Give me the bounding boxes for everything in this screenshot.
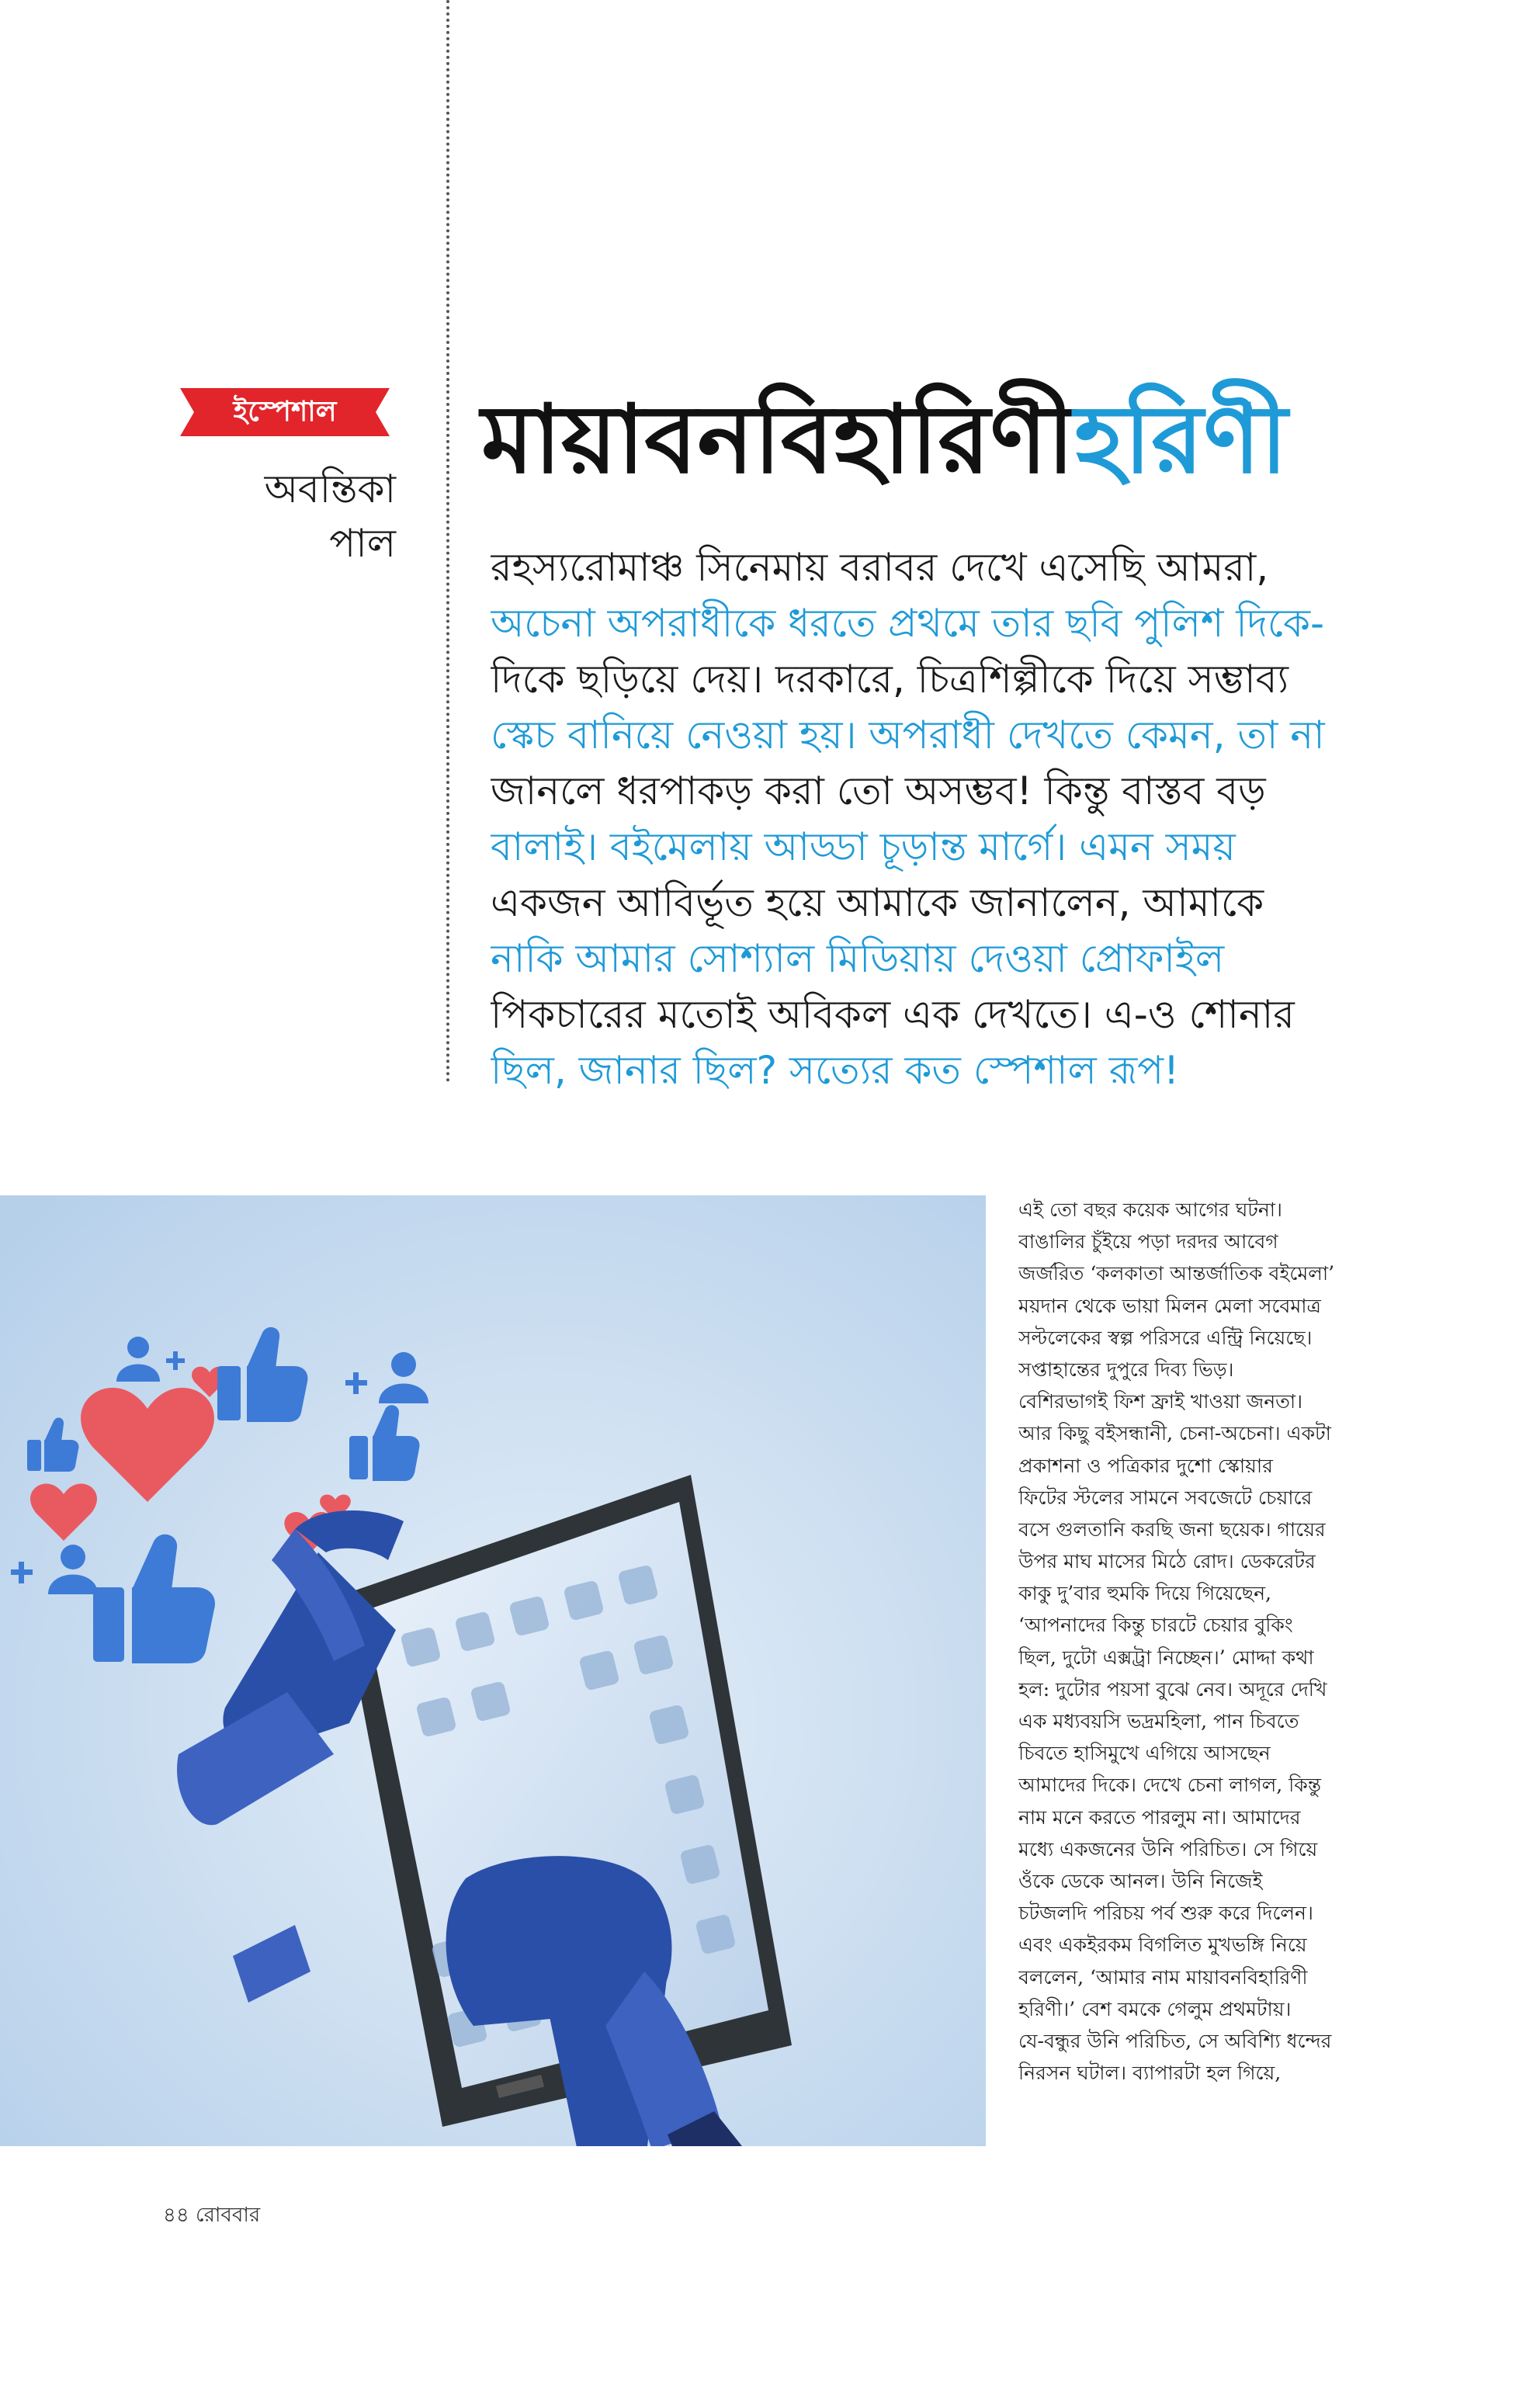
article-body-column bbox=[1018, 1194, 1515, 2089]
body-line: সল্টলেকের স্বল্প পরিসরে এন্ট্রি নিয়েছে। bbox=[1018, 1326, 1313, 1349]
body-line: চিবতে হাসিমুখে এগিয়ে আসছেন bbox=[1018, 1742, 1271, 1765]
intro-line: স্কেচ বানিয়ে নেওয়া হয়। অপরাধী দেখতে কেমন, তা না bbox=[491, 713, 1325, 758]
intro-line: দিকে ছড়িয়ে দেয়। দরকারে, চিত্রশিল্পীকে দিয়ে সম্ভাব্য bbox=[491, 657, 1289, 702]
intro-line: নাকি আমার সোশ্যাল মিডিয়ায় দেওয়া প্রোফাইল bbox=[491, 936, 1225, 981]
illustration-artwork bbox=[0, 1195, 986, 2146]
body-line: নিরসন ঘটাল। ব্যাপারটা হল গিয়ে, bbox=[1018, 2062, 1282, 2085]
intro-line: জানলে ধরপাকড় করা তো অসম্ভব! কিন্তু বাস্তব বড় bbox=[491, 768, 1266, 813]
section-tag bbox=[180, 388, 390, 436]
body-line: এক মধ্যবয়সি ভদ্রমহিলা, পান চিবতে bbox=[1018, 1710, 1299, 1732]
intro-line: পিকচারের মতোই অবিকল এক দেখতে। এ-ও শোনার bbox=[491, 992, 1295, 1037]
body-line: নাম মনে করতে পারলুম না। আমাদের bbox=[1018, 1805, 1301, 1829]
body-line: এই তো বছর কয়েক আগের ঘটনা। bbox=[1018, 1198, 1282, 1221]
intro-standfirst bbox=[491, 539, 1507, 1098]
tag-label: ইস্পেশাল bbox=[233, 396, 337, 428]
intro-line: বালাই। বইমেলায় আড্ডা চূড়ান্ত মার্গে। এমন সময় bbox=[491, 824, 1236, 869]
body-line: সপ্তাহান্তের দুপুরে দিব্য ভিড়। bbox=[1018, 1358, 1234, 1381]
article-title bbox=[481, 365, 1514, 512]
intro-line: ছিল, জানার ছিল? সত্যের কত স্পেশাল রূপ! bbox=[491, 1048, 1180, 1093]
body-line: বেশিরভাগই ফিশ ফ্রাই খাওয়া জনতা। bbox=[1018, 1390, 1303, 1413]
body-line: ওঁকে ডেকে আনল। উনি নিজেই bbox=[1018, 1869, 1263, 1892]
social-media-illustration bbox=[0, 1195, 986, 2146]
title-part-accent: হরিণী bbox=[1074, 383, 1288, 494]
body-line: ছিল, দুটো এক্সট্রা নিচ্ছেন।’ মোদ্দা কথা bbox=[1018, 1646, 1314, 1669]
body-line: বাঙালির চুঁইয়ে পড়া দরদর আবেগ bbox=[1018, 1230, 1278, 1254]
page-number: ৪৪ bbox=[163, 2204, 189, 2227]
body-line: উপর মাঘ মাসের মিঠে রোদ। ডেকরেটর bbox=[1018, 1550, 1316, 1573]
body-line: আমাদের দিকে। দেখে চেনা লাগল, কিন্তু bbox=[1018, 1774, 1321, 1797]
body-line: হরিণী।’ বেশ বমকে গেলুম প্রথমটায়। bbox=[1018, 1997, 1292, 2020]
body-line: ‘আপনাদের কিন্তু চারটে চেয়ার বুকিং bbox=[1018, 1614, 1293, 1637]
body-line: হল: দুটোর পয়সা বুঝে নেব। অদূরে দেখি bbox=[1018, 1677, 1327, 1701]
body-line: ফিটের স্টলের সামনে সবজেটে চেয়ারে bbox=[1018, 1486, 1313, 1509]
body-line: প্রকাশনা ও পত্রিকার দুশো স্কোয়ার bbox=[1018, 1454, 1273, 1477]
body-line: আর কিছু বইসন্ধানী, চেনা-অচেনা। একটা bbox=[1018, 1422, 1331, 1445]
author-first-name: অবন্তিকা bbox=[264, 466, 396, 512]
body-line: বললেন, ‘আমার নাম মায়াবনবিহারিণী bbox=[1018, 1965, 1308, 1989]
author-byline bbox=[163, 462, 396, 571]
body-line: চটজলদি পরিচয় পর্ব শুরু করে দিলেন। bbox=[1018, 1902, 1313, 1925]
body-line: এবং একইরকম বিগলিত মুখভঙ্গি নিয়ে bbox=[1018, 1933, 1307, 1957]
intro-line: একজন আবির্ভূত হয়ে আমাকে জানালেন, আমাকে bbox=[491, 880, 1264, 925]
author-last-name: পাল bbox=[329, 521, 396, 566]
body-line: কাকু দু’বার হুমকি দিয়ে গিয়েছেন, bbox=[1018, 1582, 1271, 1605]
body-line: বসে গুলতানি করছি জনা ছয়েক। গায়ের bbox=[1018, 1517, 1326, 1541]
magazine-name: রোববার bbox=[196, 2204, 261, 2227]
body-line: যে-বন্ধুর উনি পরিচিত, সে অবিশ্যি ধন্দের bbox=[1018, 2029, 1332, 2052]
intro-line: অচেনা অপরাধীকে ধরতে প্রথমে তার ছবি পুলিশ দিকে- bbox=[491, 601, 1325, 646]
body-line: জর্জরিত ‘কলকাতা আন্তর্জাতিক বইমেলা’ bbox=[1018, 1262, 1335, 1285]
column-divider-dotted bbox=[446, 0, 449, 1083]
title-part-dark: মায়াবনবিহারিণী bbox=[481, 383, 1075, 494]
body-line: ময়দান থেকে ভায়া মিলন মেলা সবেমাত্র bbox=[1018, 1294, 1321, 1317]
page-footer bbox=[163, 2199, 260, 2233]
intro-line: রহস্যরোমাঞ্চ সিনেমায় বরাবর দেখে এসেছি আমরা, bbox=[491, 545, 1269, 590]
body-line: মধ্যে একজনের উনি পরিচিত। সে গিয়ে bbox=[1018, 1837, 1318, 1861]
